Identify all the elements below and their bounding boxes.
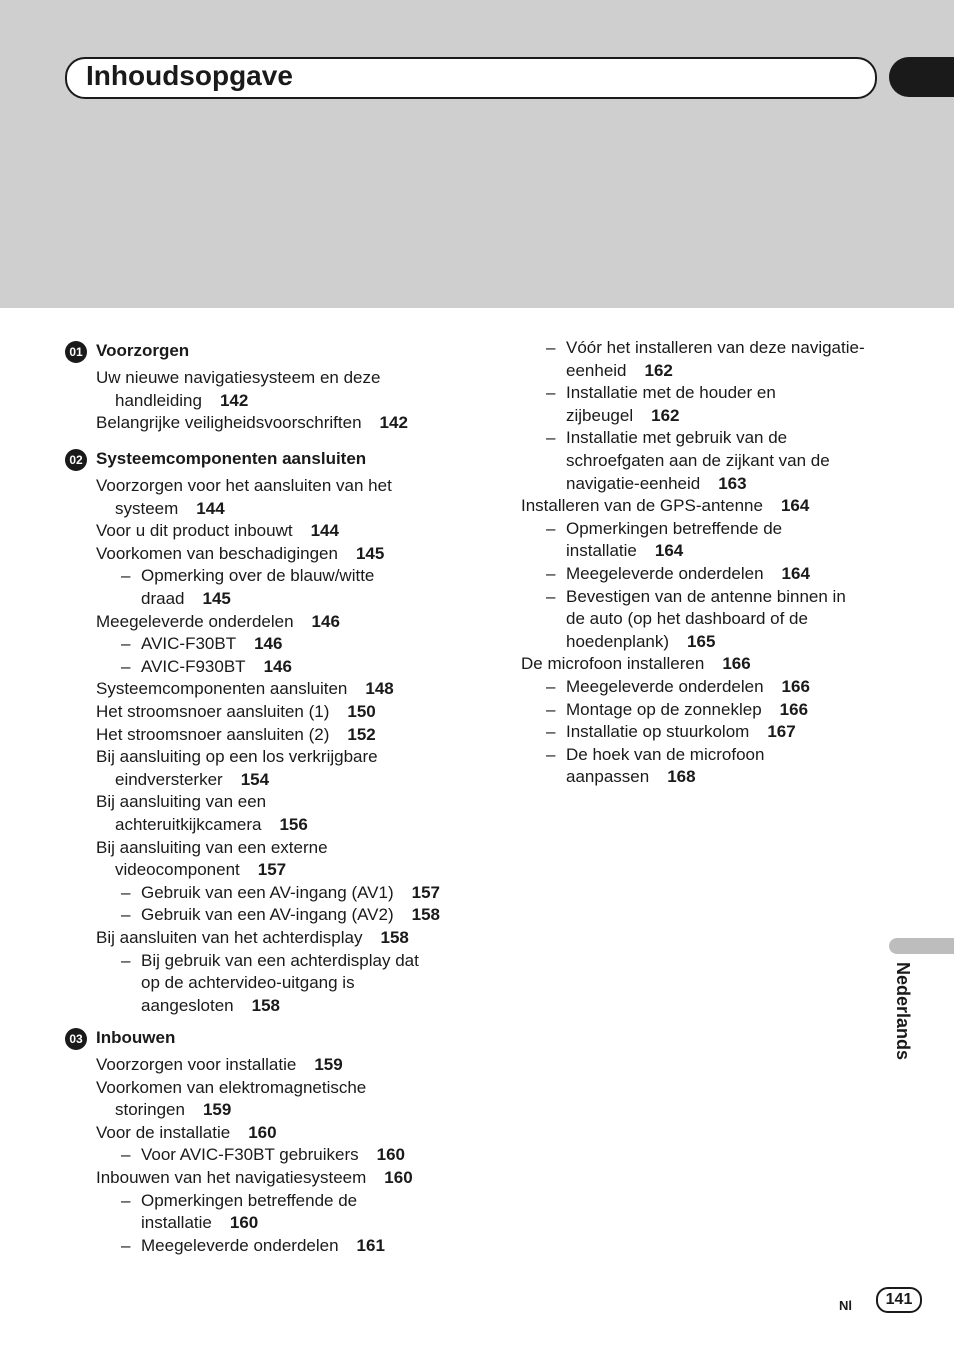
toc-entry-text: Voor AVIC-F30BT gebruikers bbox=[141, 1145, 359, 1165]
toc-subentry-line bbox=[121, 950, 419, 972]
toc-page-number: 146 bbox=[311, 611, 340, 631]
dash-bullet: – bbox=[546, 677, 556, 696]
chapter-tab bbox=[889, 57, 954, 97]
toc-page-number: 159 bbox=[202, 1100, 232, 1120]
toc-entry-text: Belangrijke veiligheidsvoorschriften bbox=[96, 413, 362, 433]
toc-entry-text: AVIC-F930BT bbox=[141, 656, 246, 676]
toc-page-number: 160 bbox=[248, 1122, 277, 1142]
toc-page-number: 168 bbox=[667, 767, 696, 787]
toc-page-number: 164 bbox=[654, 541, 684, 561]
dash-bullet: – bbox=[121, 1145, 131, 1165]
toc-page-number: 158 bbox=[380, 928, 409, 947]
toc-page-number: 158 bbox=[251, 995, 281, 1015]
dash-bullet: – bbox=[121, 1235, 131, 1255]
toc-entry-text: Meegeleverde onderdelen bbox=[566, 564, 764, 583]
section-number-badge: 01 bbox=[65, 341, 87, 363]
toc-entry-text: aanpassen bbox=[566, 767, 650, 787]
toc-entry-line bbox=[96, 837, 328, 859]
toc-subentry-line bbox=[546, 563, 810, 585]
toc-page-number: 160 bbox=[384, 1168, 413, 1187]
toc-subentry-line bbox=[546, 382, 776, 404]
toc-entry-text: Voorzorgen voor installatie bbox=[96, 1055, 297, 1074]
toc-entry-line bbox=[96, 1167, 413, 1189]
toc-entry-text: eenheid bbox=[566, 360, 627, 380]
toc-page-number: 150 bbox=[347, 702, 376, 721]
toc-entry-line bbox=[96, 724, 376, 746]
title-box bbox=[65, 57, 877, 99]
toc-subentry-line bbox=[141, 1212, 258, 1234]
toc-entry-line bbox=[96, 1122, 277, 1144]
toc-entry-line bbox=[96, 367, 380, 389]
dash-bullet: – bbox=[546, 428, 556, 448]
toc-entry-text: Bevestigen van de antenne binnen in bbox=[566, 586, 846, 606]
toc-entry-text: installatie bbox=[566, 541, 637, 561]
toc-subentry-line bbox=[141, 995, 280, 1017]
toc-entry-line bbox=[96, 678, 394, 700]
toc-entry-text: navigatie-eenheid bbox=[566, 473, 701, 493]
toc-subentry-line bbox=[121, 882, 440, 904]
header-band bbox=[0, 0, 954, 308]
toc-entry-line bbox=[96, 701, 376, 723]
toc-entry-line bbox=[521, 653, 751, 675]
toc-subentry-line bbox=[546, 337, 865, 359]
toc-page-number: 163 bbox=[718, 473, 747, 493]
toc-subentry-line bbox=[546, 721, 796, 743]
toc-entry-line bbox=[96, 746, 378, 768]
toc-entry-line bbox=[96, 475, 392, 497]
toc-page-number: 166 bbox=[779, 699, 809, 719]
toc-entry-line bbox=[96, 1054, 343, 1076]
toc-entry-text: handleiding bbox=[115, 390, 202, 410]
toc-page-number: 157 bbox=[411, 882, 441, 902]
toc-page-number: 162 bbox=[651, 405, 680, 425]
toc-page-number: 154 bbox=[240, 769, 270, 789]
toc-entry-text: op de achtervideo-uitgang is bbox=[141, 973, 355, 993]
toc-entry-text: eindversterker bbox=[115, 769, 223, 789]
toc-entry-text: Voor de installatie bbox=[96, 1122, 231, 1142]
toc-entry-text: Installatie op stuurkolom bbox=[566, 722, 750, 742]
toc-entry-text: schroefgaten aan de zijkant van de bbox=[566, 451, 830, 470]
dash-bullet: – bbox=[121, 1190, 131, 1210]
toc-subentry-line bbox=[121, 633, 282, 655]
toc-entry-text: hoedenplank) bbox=[566, 631, 670, 651]
toc-entry-text: Uw nieuwe navigatiesysteem en deze bbox=[96, 368, 381, 387]
section-number-badge: 03 bbox=[65, 1028, 87, 1050]
toc-entry-line bbox=[96, 791, 266, 813]
toc-subentry-line bbox=[566, 360, 673, 382]
toc-entry-line bbox=[96, 520, 339, 542]
toc-entry-text: storingen bbox=[115, 1100, 185, 1120]
toc-page-number: 145 bbox=[202, 589, 231, 608]
toc-entry-text: aangesloten bbox=[141, 995, 234, 1015]
toc-entry-text: Opmerkingen betreffende de bbox=[566, 518, 783, 538]
toc-entry-text: draad bbox=[141, 589, 185, 608]
toc-entry-text: Bij aansluiting op een los verkrijgbare bbox=[96, 747, 378, 767]
dash-bullet: – bbox=[546, 518, 556, 538]
toc-entry-text: Bij aansluiting van een bbox=[96, 792, 267, 812]
toc-entry-text: installatie bbox=[141, 1213, 212, 1233]
toc-entry-text: Gebruik van een AV-ingang (AV1) bbox=[141, 882, 394, 902]
toc-page-number: 144 bbox=[310, 521, 339, 541]
toc-subentry-line bbox=[546, 676, 810, 698]
toc-entry-text: Montage op de zonneklep bbox=[566, 699, 762, 719]
dash-bullet: – bbox=[121, 656, 131, 676]
toc-entry-text: Het stroomsnoer aansluiten (2) bbox=[96, 724, 330, 744]
toc-entry-text: Installeren van de GPS-antenne bbox=[521, 496, 763, 516]
toc-entry-text: Meegeleverde onderdelen bbox=[96, 611, 294, 631]
dash-bullet: – bbox=[546, 699, 556, 719]
toc-entry-text: Installatie met de houder en bbox=[566, 383, 776, 403]
dash-bullet: – bbox=[121, 905, 131, 925]
toc-page-number: 166 bbox=[781, 677, 810, 696]
toc-subentry-line bbox=[546, 586, 846, 608]
dash-bullet: – bbox=[121, 634, 131, 654]
toc-subentry-line bbox=[566, 766, 696, 788]
dash-bullet: – bbox=[546, 586, 556, 606]
toc-entry-line bbox=[96, 611, 340, 633]
language-tab-label: Nederlands bbox=[893, 962, 913, 1061]
footer-language: Nl bbox=[839, 1298, 852, 1313]
toc-page-number: 164 bbox=[781, 564, 810, 583]
toc-entry-line bbox=[115, 390, 248, 412]
toc-entry-text: Bij aansluiting van een externe bbox=[96, 837, 328, 857]
toc-entry-text: de auto (op het dashboard of de bbox=[566, 609, 808, 629]
toc-page-number: 144 bbox=[196, 498, 225, 518]
toc-subentry-line bbox=[566, 450, 830, 472]
toc-page-number: 146 bbox=[263, 656, 292, 676]
toc-entry-line bbox=[115, 769, 269, 791]
toc-page-number: 152 bbox=[347, 724, 376, 744]
toc-entry-text: videocomponent bbox=[115, 860, 240, 880]
toc-entry-line bbox=[96, 927, 409, 949]
toc-entry-text: Installatie met gebruik van de bbox=[566, 428, 788, 448]
toc-subentry-line bbox=[121, 656, 292, 678]
toc-page-number: 148 bbox=[365, 679, 394, 699]
toc-page-number: 161 bbox=[356, 1235, 385, 1255]
toc-entry-text: Meegeleverde onderdelen bbox=[566, 677, 764, 696]
toc-entry-line bbox=[115, 814, 308, 836]
toc-entry-text: Bij gebruik van een achterdisplay dat bbox=[141, 950, 419, 970]
toc-page-number: 165 bbox=[687, 631, 716, 651]
toc-page-number: 162 bbox=[644, 360, 673, 380]
toc-entry-text: Voor u dit product inbouwt bbox=[96, 521, 293, 541]
toc-page-number: 157 bbox=[257, 860, 287, 880]
toc-page-number: 142 bbox=[219, 390, 249, 410]
toc-entry-text: AVIC-F30BT bbox=[141, 634, 237, 654]
toc-subentry-line bbox=[121, 1144, 405, 1166]
toc-entry-text: Meegeleverde onderdelen bbox=[141, 1235, 339, 1255]
toc-subentry-line bbox=[566, 631, 715, 653]
toc-entry-text: Systeemcomponenten aansluiten bbox=[96, 679, 348, 699]
toc-page-number: 166 bbox=[722, 654, 751, 674]
toc-subentry-line bbox=[566, 540, 683, 562]
toc-page-number: 160 bbox=[229, 1213, 259, 1233]
page-title: Inhoudsopgave bbox=[86, 60, 293, 91]
dash-bullet: – bbox=[121, 882, 131, 902]
toc-subentry-line bbox=[566, 473, 747, 495]
toc-entry-line bbox=[96, 1077, 366, 1099]
section-number-badge: 02 bbox=[65, 449, 87, 471]
toc-subentry-line bbox=[141, 588, 231, 610]
toc-entry-line bbox=[521, 495, 809, 517]
toc-entry-line bbox=[96, 412, 408, 434]
toc-page-number: 146 bbox=[254, 634, 283, 654]
section-title: Inbouwen bbox=[96, 1028, 176, 1047]
toc-entry-text: Voorkomen van elektromagnetische bbox=[96, 1077, 367, 1097]
dash-bullet: – bbox=[546, 338, 556, 357]
toc-subentry-line bbox=[121, 904, 440, 926]
toc-entry-text: zijbeugel bbox=[566, 405, 634, 425]
toc-entry-text: Bij aansluiten van het achterdisplay bbox=[96, 928, 363, 947]
toc-subentry-line bbox=[546, 699, 808, 721]
toc-subentry-line bbox=[141, 972, 355, 994]
toc-entry-text: achteruitkijkcamera bbox=[115, 815, 262, 834]
dash-bullet: – bbox=[546, 383, 556, 403]
toc-subentry-line bbox=[121, 565, 374, 587]
toc-subentry-line bbox=[566, 608, 808, 630]
toc-page-number: 164 bbox=[780, 496, 810, 516]
dash-bullet: – bbox=[546, 744, 556, 764]
dash-bullet: – bbox=[546, 722, 556, 742]
dash-bullet: – bbox=[546, 564, 556, 583]
toc-entry-text: Het stroomsnoer aansluiten (1) bbox=[96, 702, 330, 721]
toc-entry-text: Gebruik van een AV-ingang (AV2) bbox=[141, 905, 394, 925]
toc-subentry-line bbox=[546, 427, 787, 449]
toc-page-number: 160 bbox=[376, 1145, 406, 1165]
toc-subentry-line bbox=[121, 1235, 385, 1257]
toc-entry-text: Voorzorgen voor het aansluiten van het bbox=[96, 476, 392, 495]
toc-entry-text: Voorkomen van beschadigingen bbox=[96, 543, 338, 563]
toc-page-number: 156 bbox=[279, 815, 308, 834]
language-tab-marker bbox=[889, 938, 954, 954]
toc-entry-text: De microfoon installeren bbox=[521, 654, 705, 674]
toc-entry-text: De hoek van de microfoon bbox=[566, 744, 765, 764]
toc-page-number: 158 bbox=[411, 905, 441, 925]
toc-page-number: 159 bbox=[314, 1055, 343, 1074]
toc-subentry-line bbox=[566, 405, 679, 427]
toc-entry-line bbox=[115, 498, 225, 520]
dash-bullet: – bbox=[121, 950, 131, 970]
toc-subentry-line bbox=[121, 1190, 357, 1212]
footer-page-number: 141 bbox=[876, 1287, 922, 1313]
toc-page-number: 145 bbox=[355, 543, 385, 563]
toc-entry-text: Inbouwen van het navigatiesysteem bbox=[96, 1168, 367, 1187]
section-title: Voorzorgen bbox=[96, 341, 190, 360]
toc-entry-line bbox=[115, 859, 286, 881]
toc-subentry-line bbox=[546, 518, 782, 540]
toc-entry-text: Vóór het installeren van deze navigatie- bbox=[566, 338, 865, 357]
section-title: Systeemcomponenten aansluiten bbox=[96, 449, 367, 468]
toc-entry-text: systeem bbox=[115, 498, 179, 518]
toc-entry-text: Opmerking over de blauw/witte bbox=[141, 566, 375, 586]
toc-entry-text: Opmerkingen betreffende de bbox=[141, 1190, 358, 1210]
toc-subentry-line bbox=[546, 744, 764, 766]
dash-bullet: – bbox=[121, 566, 131, 586]
toc-entry-line bbox=[96, 543, 384, 565]
toc-page-number: 167 bbox=[767, 722, 796, 742]
toc-entry-line bbox=[115, 1099, 231, 1121]
toc-page-number: 142 bbox=[379, 413, 408, 433]
